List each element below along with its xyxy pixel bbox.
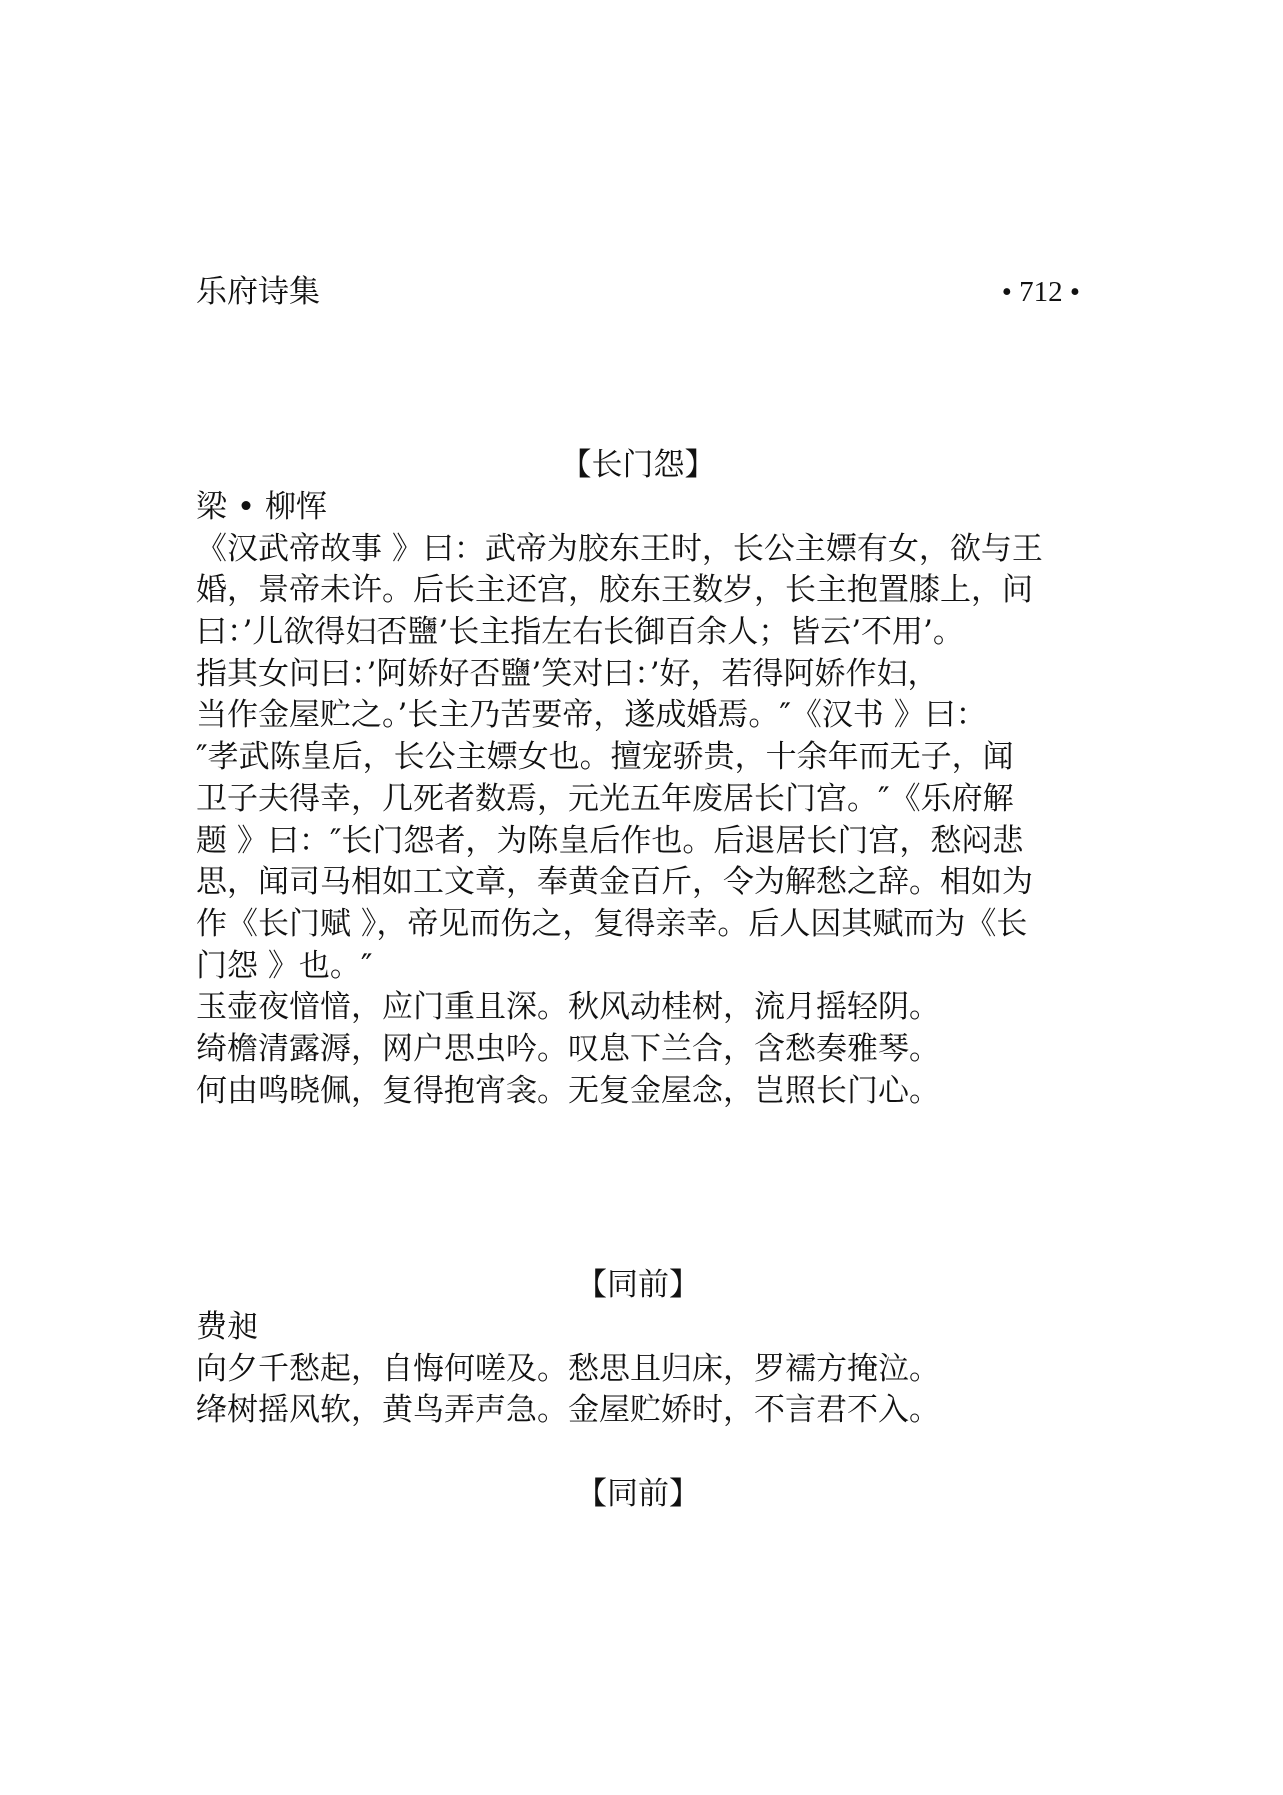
page-number: • 712 • [1001,276,1080,308]
text-line: ″孝武陈皇后，长公主嫖女也。擅宠骄贵，十余年而无子，闻 [196,739,1014,776]
poem-section-tongqian-2 [196,1472,1116,1516]
text-line: 作《长门赋 》，帝见而伤之，复得亲幸。后人因其赋而为《长 [196,905,1028,942]
page-header [196,270,1080,314]
text-line: 《汉武帝故事 》曰：武帝为胶东王时，长公主嫖有女，欲与王 [196,530,1043,567]
poem-line: 何由鸣晓佩，复得抱宵衾。无复金屋念，岂照长门心。 [196,1072,940,1109]
text-line: 题 》曰：″长门怨者，为陈皇后作也。后退居长门宫，愁闷悲 [196,822,1024,859]
text-line: 门怨 》也。″ [196,947,373,984]
section-title: 【同前】 [576,1476,700,1512]
text-line: 婚，景帝未许。后长主还宫，胶东王数岁，长主抱置膝上，问 [196,572,1033,609]
section-title: 【同前】 [576,1267,700,1303]
poem-section-changmenyuan [196,443,1116,1112]
section-title: 【长门怨】 [560,447,716,483]
author-line: 费昶 [196,1309,258,1345]
text-line: 指其女问曰：’阿娇好否鹽’笑对曰：’好，若得阿娇作妇， [196,655,939,692]
book-title: 乐府诗集 [196,274,320,310]
poem-section-tongqian-1 [196,1263,1116,1432]
text-line: 曰：’儿欲得妇否鹽’长主指左右长御百余人；皆云’不用’。 [196,614,964,651]
text-line: 思，闻司马相如工文章，奉黄金百斤，令为解愁之辞。相如为 [196,864,1033,901]
poem-line: 绛树摇风软，黄鸟弄声急。金屋贮娇时，不言君不入。 [196,1392,940,1429]
author-line: 梁 • 柳恽 [196,489,327,525]
text-line: 当作金屋贮之。’长主乃苦要帝，遂成婚焉。″《汉书 》曰： [196,697,987,734]
poem-line: 向夕千愁起，自悔何嗟及。愁思且归床，罗襦方掩泣。 [196,1350,940,1387]
poem-line: 绮檐清露溽，网户思虫吟。叹息下兰合，含愁奏雅琴。 [196,1030,940,1067]
text-line: 卫子夫得幸，几死者数焉，元光五年废居长门宫。″《乐府解 [196,780,1014,817]
poem-line: 玉壶夜愔愔，应门重且深。秋风动桂树，流月摇轻阴。 [196,989,940,1026]
